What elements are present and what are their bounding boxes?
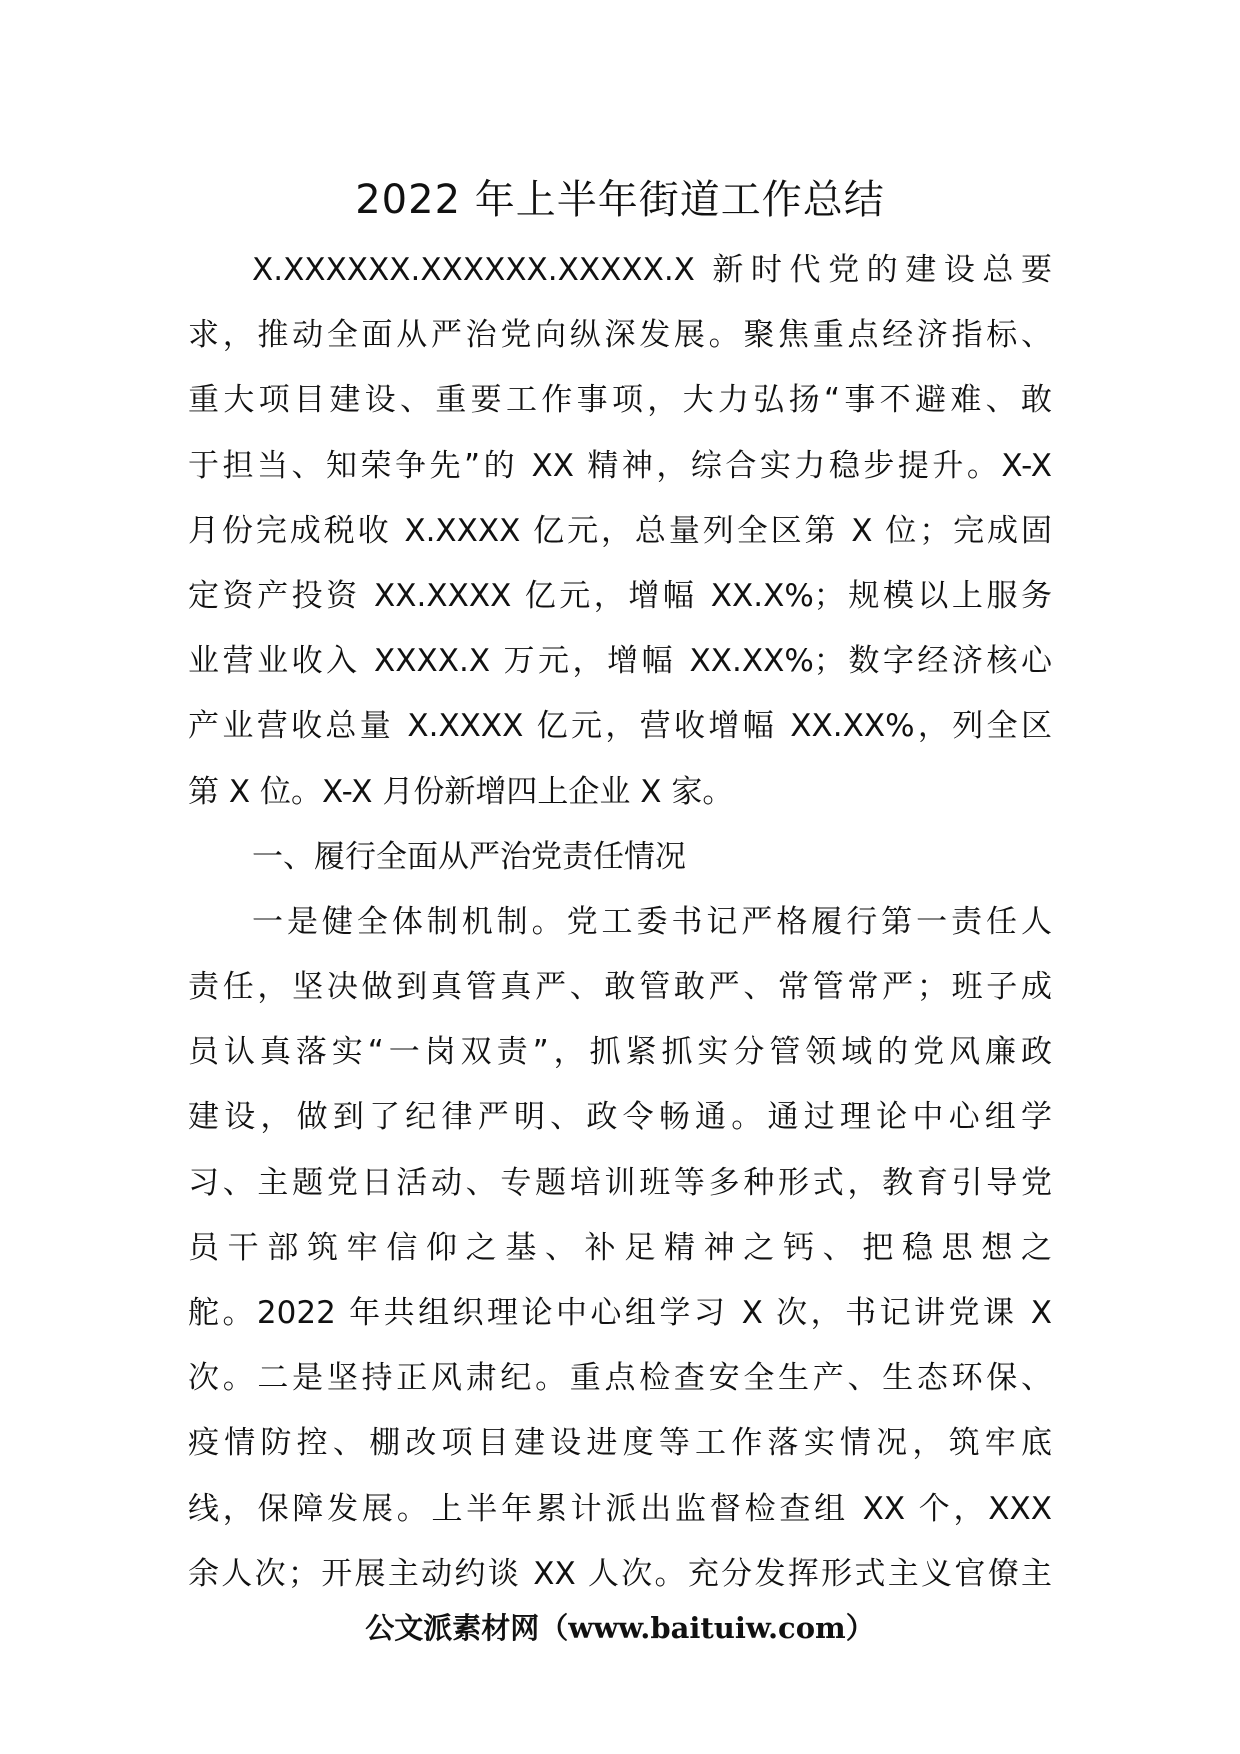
paragraph-line: 第 X 位。X-X 月份新增四上企业 X 家。 — [188, 773, 734, 810]
paragraph-line: 习、主题党日活动、专题培训班等多种形式，教育引导党 — [188, 1164, 1052, 1201]
paragraph-line: 员干部筑牢信仰之基、补足精神之钙、把稳思想之 — [188, 1229, 1052, 1266]
paragraph-line: 舵。2022 年共组织理论中心组学习 X 次，书记讲党课 X — [188, 1295, 1052, 1331]
paragraph-line: 重大项目建设、重要工作事项，大力弘扬“事不避难、敢 — [188, 382, 1052, 419]
paragraph-line: 线，保障发展。上半年累计派出监督检查组 XX 个，XXX — [188, 1490, 1052, 1527]
document-title: 2022 年上半年街道工作总结 — [355, 177, 885, 223]
paragraph-line: 业营业收入 XXXX.X 万元，增幅 XX.XX%；数字经济核心 — [188, 643, 1052, 680]
source-watermark-footer: 公文派素材网（www.baituiw.com） — [365, 1611, 875, 1645]
section-heading: 一、履行全面从严治党责任情况 — [252, 838, 686, 875]
paragraph-line: 于担当、知荣争先”的 XX 精神，综合实力稳步提升。X-X — [188, 447, 1052, 484]
paragraph-line: 责任，坚决做到真管真严、敢管敢严、常管常严；班子成 — [188, 969, 1052, 1006]
paragraph-line: 产业营收总量 X.XXXX 亿元，营收增幅 XX.XX%，列全区 — [188, 708, 1052, 745]
paragraph-line: 求，推动全面从严治党向纵深发展。聚焦重点经济指标、 — [188, 317, 1052, 354]
paragraph-line: 余人次；开展主动约谈 XX 人次。充分发挥形式主义官僚主 — [188, 1555, 1052, 1592]
paragraph-line: 次。二是坚持正风肃纪。重点检查安全生产、生态环保、 — [188, 1360, 1052, 1397]
paragraph-line: 一是健全体制机制。党工委书记严格履行第一责任人 — [252, 903, 1052, 940]
document-body — [188, 238, 1052, 1607]
paragraph-line: 员认真落实“一岗双责”，抓紧抓实分管领域的党风廉政 — [188, 1034, 1052, 1071]
paragraph-line: 月份完成税收 X.XXXX 亿元，总量列全区第 X 位；完成固 — [188, 512, 1052, 549]
paragraph-line: 定资产投资 XX.XXXX 亿元，增幅 XX.X%；规模以上服务 — [188, 577, 1052, 614]
paragraph-line: X.XXXXXX.XXXXXX.XXXXX.X 新时代党的建设总要 — [252, 252, 1052, 288]
paragraph-line: 疫情防控、棚改项目建设进度等工作落实情况，筑牢底 — [188, 1425, 1052, 1462]
paragraph-line: 建设，做到了纪律严明、政令畅通。通过理论中心组学 — [188, 1099, 1052, 1136]
